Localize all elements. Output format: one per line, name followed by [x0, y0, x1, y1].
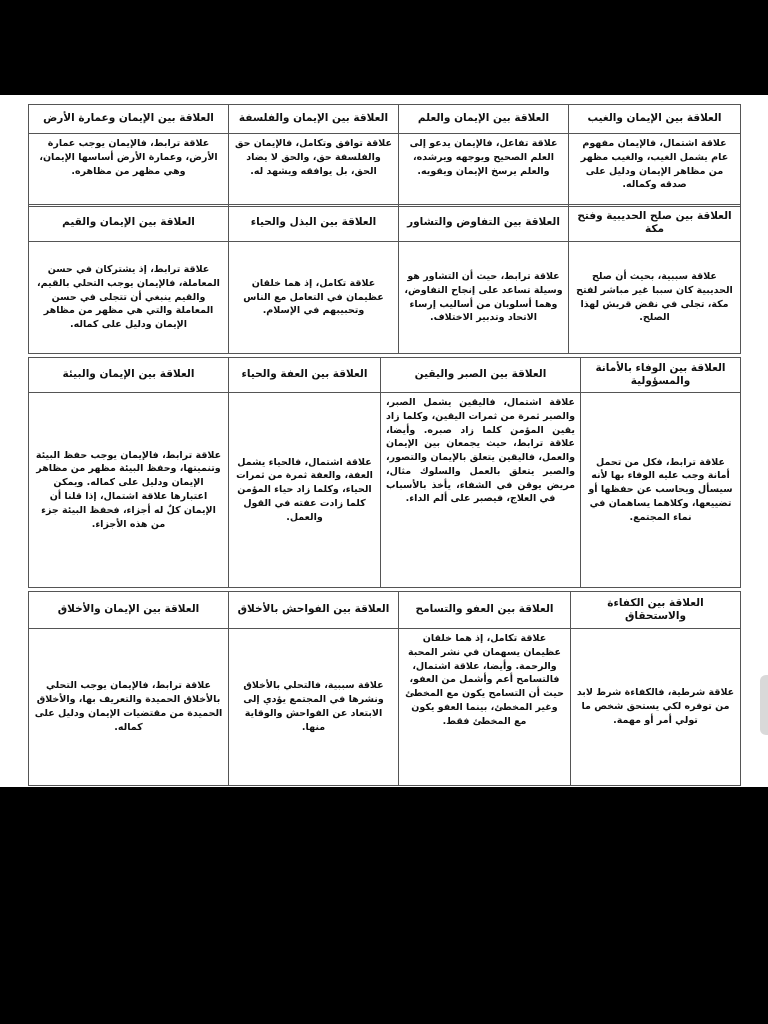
column-header: العلاقة بين الإيمان والقيم — [29, 205, 229, 242]
column-header: العلاقة بين الكفاءة والاستحقاق — [571, 592, 741, 629]
page-edge-mark — [760, 675, 768, 735]
table-cell: علاقة اشتمال، فالحياء يشمل العفة، والعفة ثمرة من ثمرات الحياء، وكلما زاد حياء المؤمن كلما زادت عفته في القول والعمل. — [229, 393, 381, 588]
column-header: العلاقة بين الإيمان والأخلاق — [29, 592, 229, 629]
relations-table-2 — [28, 204, 741, 354]
table-header-row — [29, 592, 741, 629]
table-cell: علاقة ترابط، فالإيمان يوجب عمارة الأرض، وعمارة الأرض أساسها الإيمان، وهي مظهر من مظاهره. — [29, 134, 229, 207]
table-cell: علاقة سببية، فالتحلي بالأخلاق ونشرها في المجتمع يؤدي إلى الابتعاد عن الفواحش والوقاية منها. — [229, 629, 399, 786]
column-header: العلاقة بين الإيمان والفلسفة — [229, 105, 399, 134]
relations-table-4 — [28, 591, 741, 786]
table-cell: علاقة سببية، بحيث أن صلح الحديبية كان سببا غير مباشر لفتح مكة، تجلى في نقض قريش لهذا الصلح. — [569, 242, 741, 354]
table-cell: علاقة ترابط، فالإيمان يوجب حفظ البيئة وتنميتها، وحفظ البيئة مظهر من مظاهر الإيمان ودليل على كماله. ويمكن اعتبارها علاقة اشتمال، إذا قلنا أن الإيمان كلٌ له أجزاء، فحفظ البيئة جزء من هذه الأجزاء. — [29, 393, 229, 588]
table-cell: علاقة شرطية، فالكفاءة شرط لابد من توفره لكي يستحق شخص ما تولي أمر أو مهمة. — [571, 629, 741, 786]
column-header: العلاقة بين الإيمان والغيب — [569, 105, 741, 134]
column-header: العلاقة بين العفة والحياء — [229, 358, 381, 393]
table-cell: علاقة اشتمال، فالإيمان مفهوم عام يشمل الغيب، والغيب مظهر من مظاهر الإيمان ودليل على صدقه وكماله. — [569, 134, 741, 207]
table-header-row — [29, 358, 741, 393]
table-header-row — [29, 105, 741, 134]
table-row — [29, 242, 741, 354]
relations-table-3 — [28, 357, 741, 588]
column-header: العلاقة بين الوفاء بالأمانة والمسؤولية — [581, 358, 741, 393]
table-header-row — [29, 205, 741, 242]
relations-table-1 — [28, 104, 741, 207]
column-header: العلاقة بين صلح الحديبية وفتح مكة — [569, 205, 741, 242]
column-header: العلاقة بين الصبر واليقين — [381, 358, 581, 393]
table-cell: علاقة ترابط، فالإيمان يوجب التحلي بالأخلاق الحميدة والتعريف بها، والأخلاق الحميدة من مقتضيات الإيمان ودليل على كماله. — [29, 629, 229, 786]
table-cell: علاقة ترابط، إذ يشتركان في حسن المعاملة، فالإيمان يوجب التحلي بالقيم، والقيم ينبغي أن تتجلى في حسن المعاملة والتي هي مظهر من مظاهر الإيمان ودليل على كماله. — [29, 242, 229, 354]
column-header: العلاقة بين الإيمان والبيئة — [29, 358, 229, 393]
table-cell: علاقة ترابط، حيث أن التشاور هو وسيلة تساعد على إنجاح التفاوض، وهما أسلوبان من أساليب إرساء الاتحاد وتدبير الاختلاف. — [399, 242, 569, 354]
table-cell: علاقة اشتمال، فاليقين يشمل الصبر، والصبر ثمرة من ثمرات اليقين، وكلما زاد يقين المؤمن كلما زاد صبره. وأيضا، علاقة ترابط، حيث يجمعان بين الإيمان والعمل، فاليقين يتعلق بالإيمان والتصور، والصبر يتعلق بالعمل والسلوك مثال، مريض يوقن في الشفاء، يأخذ بالأسباب في العلاج، فيصبر على ألم الداء. — [381, 393, 581, 588]
column-header: العلاقة بين البذل والحياء — [229, 205, 399, 242]
table-cell: علاقة تفاعل، فالإيمان يدعو إلى العلم الصحيح ويوجهه ويرشده، والعلم يرسخ الإيمان ويقويه. — [399, 134, 569, 207]
table-cell: علاقة ترابط، فكل من تحمل أمانة وجب عليه الوفاء بها لأنه سيسأل ويحاسب عن حفظها أو تضييعها، وكلاهما يساهمان في نماء المجتمع. — [581, 393, 741, 588]
table-row — [29, 393, 741, 588]
column-header: العلاقة بين التفاوض والتشاور — [399, 205, 569, 242]
document-page — [0, 95, 768, 787]
column-header: العلاقة بين الفواحش بالأخلاق — [229, 592, 399, 629]
table-row — [29, 134, 741, 207]
table-row — [29, 629, 741, 786]
column-header: العلاقة بين الإيمان وعمارة الأرض — [29, 105, 229, 134]
table-cell: علاقة تكامل، إذ هما خلقان عظيمان يسهمان في نشر المحبة والرحمة. وأيضا، علاقة اشتمال، فالتسامح أعم وأشمل من العفو، حيث أن التسامح يكون مع المخطئ وغير المخطئ، بينما العفو يكون مع المخطئ فقط. — [399, 629, 571, 786]
column-header: العلاقة بين الإيمان والعلم — [399, 105, 569, 134]
column-header: العلاقة بين العفو والتسامح — [399, 592, 571, 629]
table-cell: علاقة تكامل، إذ هما خلقان عظيمان في التعامل مع الناس وتحبيبهم في الإسلام. — [229, 242, 399, 354]
table-cell: علاقة توافق وتكامل، فالإيمان حق والفلسفة حق، والحق لا يضاد الحق، بل يوافقه ويشهد له. — [229, 134, 399, 207]
